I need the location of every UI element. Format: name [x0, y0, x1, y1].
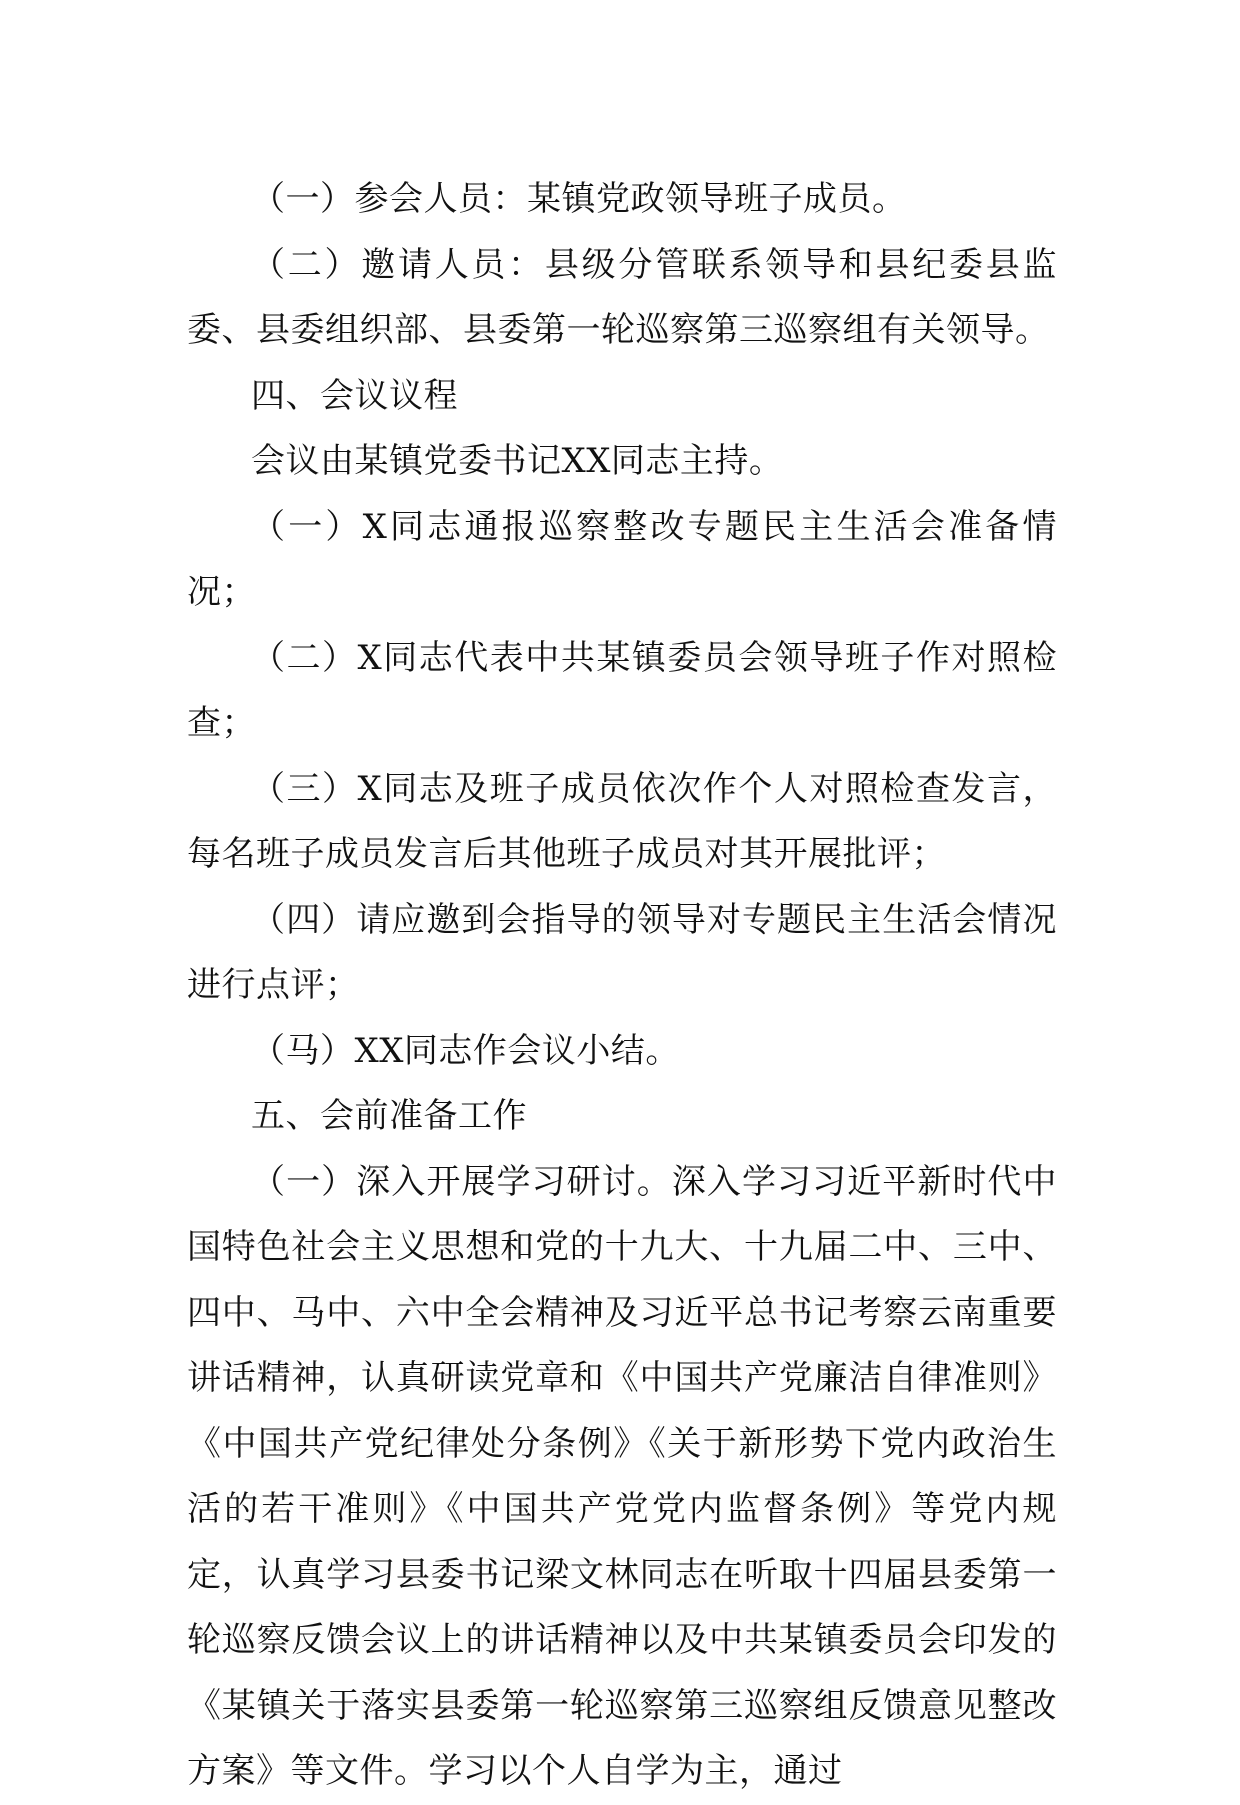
agenda-item-5: （马）XX同志作会议小结。: [251, 1030, 680, 1071]
paragraph-attendees: （一）参会人员：某镇党政领导班子成员。: [251, 179, 907, 219]
agenda-item-1: （一）X同志通报巡察整改专题民主生活会准备情况；: [187, 506, 1057, 612]
agenda-item-2: （二）X同志代表中共某镇委员会领导班子作对照检查；: [187, 637, 1057, 743]
paragraph-invitees: （二）邀请人员：县级分管联系领导和县纪委县监委、县委组织部、县委第一轮巡察第三巡察组有关领导。: [187, 244, 1057, 350]
section-heading-preparation: 五、会前准备工作: [251, 1096, 527, 1136]
paragraph-study: （一）深入开展学习研讨。深入学习习近平新时代中国特色社会主义思想和党的十九大、十九届二中、三中、四中、马中、六中全会精神及习近平总书记考察云南重要讲话精神，认真研读党章和《中国共产党廉洁自律准则》《中国共产党纪律处分条例》《关于新形势下党内政治生活的若干准则》《中国共产党党内监督条例》等党内规定，认真学习县委书记梁文林同志在听取十四届县委第一轮巡察反馈会议上的讲话精神以及中共某镇委员会印发的《某镇关于落实县委第一轮巡察第三巡察组反馈意见整改方案》等文件。学习以个人自学为主，通过: [187, 1161, 1057, 1791]
paragraph-host: 会议由某镇党委书记XX同志主持。: [251, 441, 784, 481]
document-body: [187, 167, 1057, 1805]
agenda-item-4: （四）请应邀到会指导的领导对专题民主生活会情况进行点评；: [187, 899, 1057, 1005]
section-heading-agenda: 四、会议议程: [251, 375, 458, 416]
agenda-item-3: （三）X同志及班子成员依次作个人对照检查发言，每名班子成员发言后其他班子成员对其开展批评；: [187, 768, 1057, 874]
